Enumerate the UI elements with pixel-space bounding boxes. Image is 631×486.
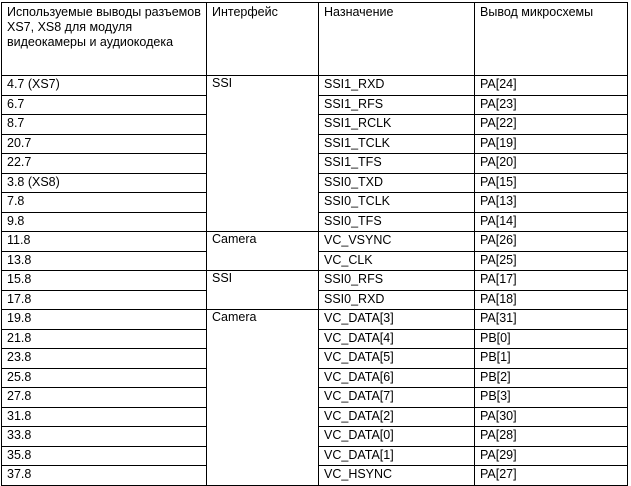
signal-name-cell: SSI0_RFS — [319, 271, 475, 291]
chip-pin-cell: PA[31] — [475, 310, 628, 330]
connector-pin-cell: 13.8 — [2, 251, 207, 271]
chip-pin-cell: PB[2] — [475, 368, 628, 388]
pinout-table-body — [2, 3, 628, 486]
chip-pin-cell: PA[20] — [475, 154, 628, 174]
connector-pin-cell: 25.8 — [2, 368, 207, 388]
connector-pin-cell: 37.8 — [2, 466, 207, 486]
chip-pin-cell: PA[19] — [475, 134, 628, 154]
interface-cell: Camera — [207, 232, 319, 271]
header-connector-pins: Используемые выводы разъемов XS7, XS8 для модуля видеокамеры и аудиокодека — [2, 3, 207, 76]
chip-pin-cell: PB[0] — [475, 329, 628, 349]
chip-pin-cell: PA[30] — [475, 407, 628, 427]
interface-cell: SSI — [207, 271, 319, 310]
signal-name-cell: SSI0_TCLK — [319, 193, 475, 213]
signal-name-cell: SSI1_RFS — [319, 95, 475, 115]
signal-name-cell: VC_DATA[5] — [319, 349, 475, 369]
chip-pin-cell: PA[25] — [475, 251, 628, 271]
connector-pin-cell: 21.8 — [2, 329, 207, 349]
chip-pin-cell: PB[3] — [475, 388, 628, 408]
connector-pin-cell: 33.8 — [2, 427, 207, 447]
connector-pin-cell: 23.8 — [2, 349, 207, 369]
chip-pin-cell: PA[26] — [475, 232, 628, 252]
table-row — [2, 76, 628, 96]
chip-pin-cell: PA[23] — [475, 95, 628, 115]
connector-pin-cell: 3.8 (XS8) — [2, 173, 207, 193]
header-row — [2, 3, 628, 76]
signal-name-cell: VC_DATA[7] — [319, 388, 475, 408]
signal-name-cell: SSI1_RXD — [319, 76, 475, 96]
connector-pin-cell: 19.8 — [2, 310, 207, 330]
signal-name-cell: SSI1_TFS — [319, 154, 475, 174]
connector-pin-cell: 27.8 — [2, 388, 207, 408]
connector-pin-cell: 35.8 — [2, 446, 207, 466]
connector-pin-cell: 15.8 — [2, 271, 207, 291]
signal-name-cell: VC_DATA[1] — [319, 446, 475, 466]
signal-name-cell: VC_DATA[2] — [319, 407, 475, 427]
header-interface: Интерфейс — [207, 3, 319, 76]
table-row — [2, 271, 628, 291]
connector-pin-cell: 20.7 — [2, 134, 207, 154]
signal-name-cell: SSI0_RXD — [319, 290, 475, 310]
chip-pin-cell: PA[13] — [475, 193, 628, 213]
table-row — [2, 232, 628, 252]
chip-pin-cell: PA[27] — [475, 466, 628, 486]
header-purpose: Назначение — [319, 3, 475, 76]
chip-pin-cell: PA[22] — [475, 115, 628, 135]
table-row — [2, 310, 628, 330]
signal-name-cell: VC_DATA[6] — [319, 368, 475, 388]
chip-pin-cell: PA[29] — [475, 446, 628, 466]
chip-pin-cell: PB[1] — [475, 349, 628, 369]
connector-pin-cell: 22.7 — [2, 154, 207, 174]
connector-pin-cell: 8.7 — [2, 115, 207, 135]
chip-pin-cell: PA[14] — [475, 212, 628, 232]
interface-cell: Camera — [207, 310, 319, 486]
connector-pin-cell: 9.8 — [2, 212, 207, 232]
connector-pin-cell: 7.8 — [2, 193, 207, 213]
connector-pin-cell: 6.7 — [2, 95, 207, 115]
connector-pin-cell: 4.7 (XS7) — [2, 76, 207, 96]
signal-name-cell: SSI0_TXD — [319, 173, 475, 193]
interface-cell: SSI — [207, 76, 319, 232]
chip-pin-cell: PA[15] — [475, 173, 628, 193]
signal-name-cell: VC_DATA[3] — [319, 310, 475, 330]
connector-pin-cell: 11.8 — [2, 232, 207, 252]
signal-name-cell: VC_DATA[0] — [319, 427, 475, 447]
signal-name-cell: SSI0_TFS — [319, 212, 475, 232]
signal-name-cell: VC_CLK — [319, 251, 475, 271]
signal-name-cell: VC_VSYNC — [319, 232, 475, 252]
chip-pin-cell: PA[28] — [475, 427, 628, 447]
pinout-table — [1, 2, 628, 486]
signal-name-cell: SSI1_RCLK — [319, 115, 475, 135]
connector-pin-cell: 17.8 — [2, 290, 207, 310]
signal-name-cell: VC_DATA[4] — [319, 329, 475, 349]
chip-pin-cell: PA[18] — [475, 290, 628, 310]
chip-pin-cell: PA[17] — [475, 271, 628, 291]
signal-name-cell: SSI1_TCLK — [319, 134, 475, 154]
signal-name-cell: VC_HSYNC — [319, 466, 475, 486]
connector-pin-cell: 31.8 — [2, 407, 207, 427]
header-chip-pin: Вывод микросхемы — [475, 3, 628, 76]
chip-pin-cell: PA[24] — [475, 76, 628, 96]
